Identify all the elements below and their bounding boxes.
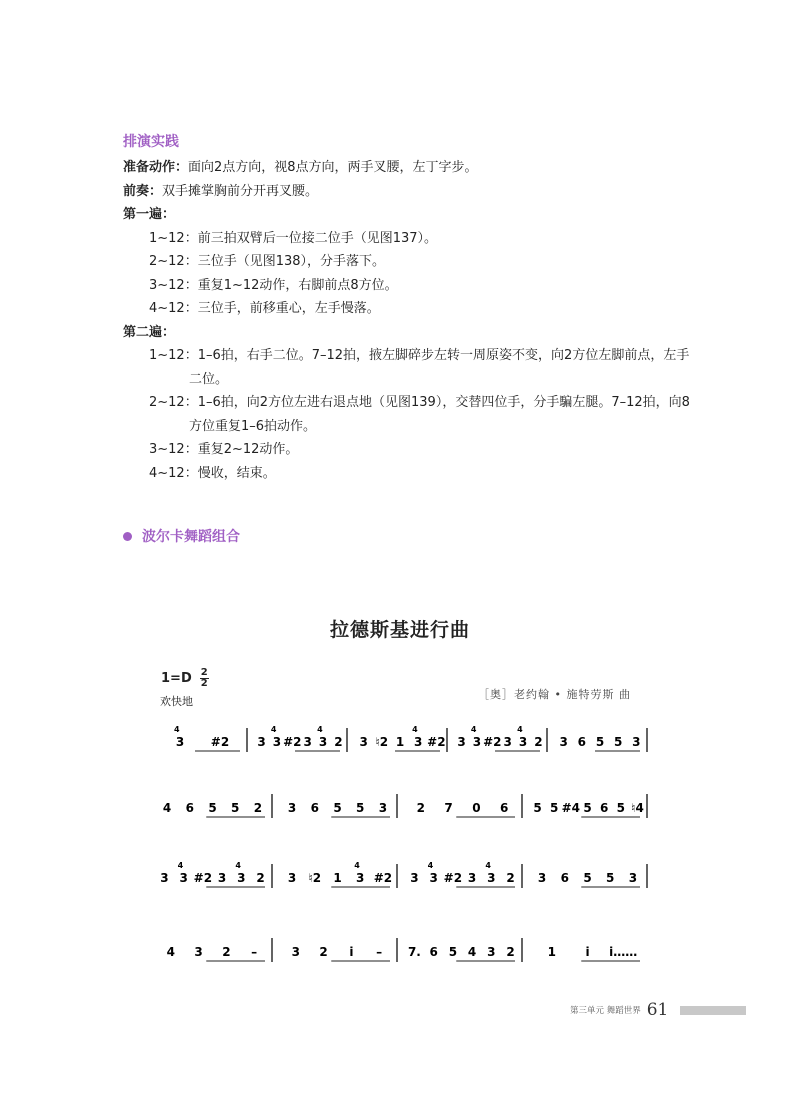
note: 5 (549, 801, 559, 815)
prep-line (123, 156, 723, 180)
note: 6 (185, 801, 194, 815)
note: 5 (356, 801, 365, 815)
note: ♮4 (631, 801, 644, 815)
note: 2 (506, 871, 515, 885)
second-pass-item: 2~12：1–6拍，向2方位左进右退点地（见图139），交替四位手，分手騙左腿。7–12拍，向8 (149, 395, 690, 410)
section-title: 排演实践 (123, 134, 179, 150)
first-pass-item: 3~12：重复1~12动作，右脚前点8方位。 (149, 277, 398, 293)
note: #2 (210, 735, 230, 749)
note: 3 (291, 945, 301, 959)
note: 2 (334, 735, 343, 749)
note: 3 (359, 735, 368, 749)
note: i (585, 945, 590, 959)
note: 3 (429, 871, 438, 885)
grace-note: 4 (485, 861, 491, 870)
time-signature (200, 668, 209, 689)
score-row-svg (150, 722, 660, 758)
note: #2 (373, 871, 393, 885)
note: 1 (547, 945, 556, 959)
note: 6 (499, 801, 509, 815)
note: 3 (318, 735, 328, 749)
grace-note: 4 (427, 861, 434, 870)
note: 2 (416, 801, 426, 815)
note: ♮2 (375, 735, 389, 749)
note: 3 (487, 945, 496, 959)
note: 3 (217, 871, 227, 885)
note: 3 (175, 735, 185, 749)
note: 3 (257, 735, 266, 749)
note: 2 (534, 735, 543, 749)
score-row (150, 722, 660, 758)
second-pass-item: 1~12：1–6拍，右手二位。7–12拍，掖左脚碎步左转一周原姿不变，向2方位左脚前点，左手 (149, 348, 690, 363)
note: 0 (472, 801, 481, 815)
note: 5 (333, 801, 342, 815)
grace-note: 4 (412, 725, 418, 734)
grace-note: 4 (235, 861, 241, 870)
page-number: 61 (646, 1000, 669, 1020)
score-row-svg (150, 932, 660, 968)
note: 6 (599, 801, 609, 815)
note: 1 (333, 871, 342, 885)
note: 3 (518, 735, 528, 749)
time-denominator: 2 (200, 678, 208, 689)
key-label: 1=D (161, 671, 192, 686)
note: #2 (283, 735, 302, 749)
grace-note: 4 (270, 725, 277, 734)
key-signature (161, 668, 209, 689)
note: 1 (395, 735, 405, 749)
note: 6 (560, 871, 569, 885)
grace-note: 4 (517, 725, 523, 734)
composer-credit: ［奥］老约翰 • 施特劳斯 曲 (478, 688, 631, 701)
note: 7. (407, 945, 421, 959)
note: 5 (614, 735, 623, 749)
prep-label: 准备动作： (123, 160, 189, 175)
grace-note: 4 (177, 861, 184, 870)
note: 5 (533, 801, 542, 815)
second-pass-item: 3~12：重复2~12动作。 (149, 442, 299, 457)
second-pass-item-cont: 方位重复1–6拍动作。 (189, 418, 317, 434)
note: 3 (378, 801, 388, 815)
score-row (150, 788, 660, 824)
score-row (150, 858, 660, 894)
grace-note: 4 (354, 861, 360, 870)
note: 2 (222, 945, 231, 959)
note: 5 (616, 801, 626, 815)
note: 3 (632, 735, 641, 749)
score-row (150, 932, 660, 968)
note: #2 (193, 871, 213, 885)
grace-note: 4 (317, 725, 323, 734)
tempo-marking: 欢快地 (160, 695, 193, 708)
subheading (123, 526, 240, 546)
score-row-svg (150, 788, 660, 824)
note: 3 (160, 871, 169, 885)
note: 3 (237, 871, 246, 885)
note: 3 (467, 871, 477, 885)
note: 5 (208, 801, 217, 815)
note: 3 (287, 801, 297, 815)
note: #2 (443, 871, 463, 885)
time-numerator: 2 (200, 667, 208, 678)
note: 3 (194, 945, 203, 959)
note: 2 (253, 801, 263, 815)
note: #2 (427, 735, 446, 749)
note: 3 (356, 871, 365, 885)
note: 3 (628, 871, 638, 885)
footer-unit-label: 第三单元 舞蹈世界 (570, 1006, 641, 1016)
second-pass-item-cont: 二位。 (189, 371, 229, 387)
intro-text: 双手摊掌胸前分开再叉腰。 (162, 183, 319, 199)
note: ♮2 (308, 871, 322, 885)
note: 5 (231, 801, 240, 815)
note: 5 (448, 945, 458, 959)
note: #2 (483, 735, 502, 749)
note: – (376, 945, 383, 959)
footer-bar (680, 1006, 746, 1015)
note: 3 (179, 871, 188, 885)
second-pass-label: 第二遍： (123, 324, 176, 340)
note: 6 (577, 735, 586, 749)
intro-line (123, 180, 723, 204)
note: 5 (583, 871, 592, 885)
intro-label: 前奏： (123, 183, 163, 199)
second-pass-item: 4~12：慢收，结束。 (149, 465, 276, 481)
note: 2 (256, 871, 265, 885)
song-title: 拉德斯基进行曲 (329, 619, 470, 641)
note: 3 (487, 871, 496, 885)
note: 3 (537, 871, 547, 885)
note: 5 (606, 871, 615, 885)
grace-note: 4 (174, 725, 180, 734)
note: i (349, 945, 354, 959)
note: 3 (303, 735, 312, 749)
first-pass-item: 1~12：前三拍双臂后一位接二位手（见图137）。 (149, 230, 438, 246)
note: 3 (472, 735, 482, 749)
first-pass-item: 2~12：三位手（见图138），分手落下。 (149, 254, 386, 269)
score-row-svg (150, 858, 660, 894)
note: 4 (467, 945, 477, 959)
note: 3 (272, 735, 282, 749)
note: 4 (162, 801, 172, 815)
note: 3 (287, 871, 297, 885)
note: #4 (561, 801, 581, 815)
note: 3 (559, 735, 568, 749)
note: 6 (429, 945, 438, 959)
note: 5 (583, 801, 592, 815)
first-pass-item: 4~12：三位手，前移重心，左手慢落。 (149, 301, 380, 316)
prep-text: 面向2点方向，视8点方向，两手叉腰，左丁字步。 (188, 160, 478, 175)
subheading-title: 波尔卡舞蹈组合 (142, 529, 240, 545)
note: 3 (457, 735, 466, 749)
note: 7 (444, 801, 453, 815)
grace-note: 4 (470, 725, 477, 734)
bullet-icon (123, 532, 132, 541)
note: – (251, 945, 258, 959)
note: 5 (595, 735, 605, 749)
first-pass-label: 第一遍： (123, 207, 176, 222)
note: 2 (506, 945, 515, 959)
note: 3 (503, 735, 512, 749)
page-footer (570, 1000, 746, 1020)
note: 6 (310, 801, 319, 815)
instruction-block (123, 156, 723, 485)
note: 2 (319, 945, 328, 959)
note: 4 (166, 945, 176, 959)
note: i…… (609, 945, 638, 959)
note: 3 (414, 735, 423, 749)
note: 3 (410, 871, 419, 885)
